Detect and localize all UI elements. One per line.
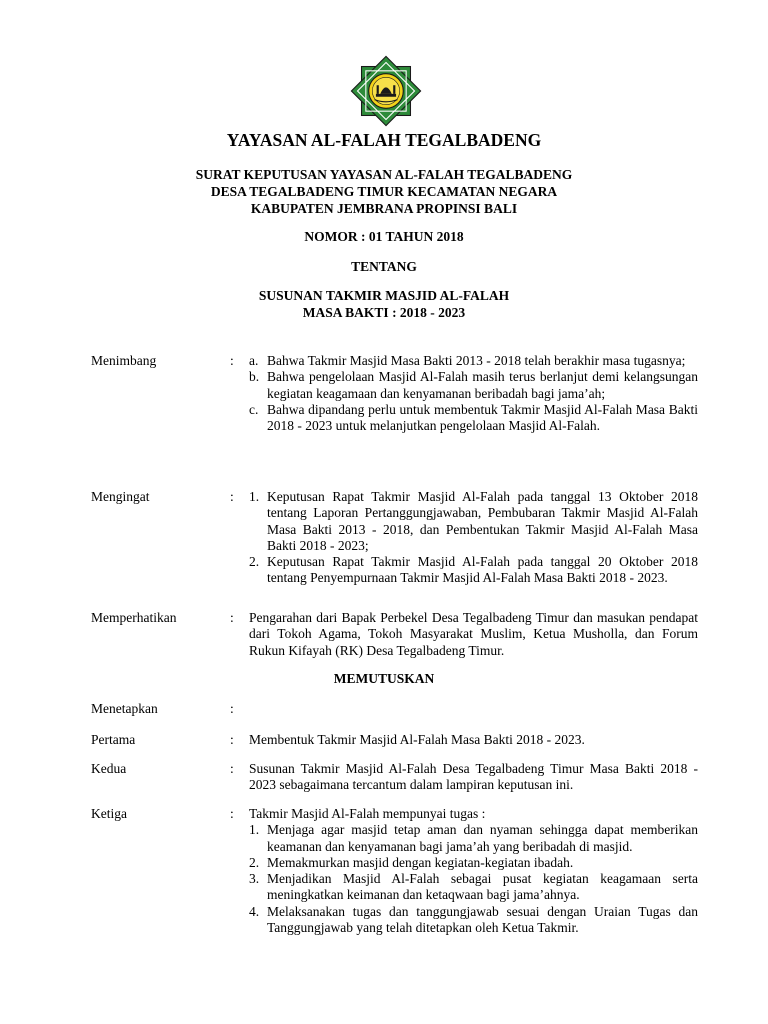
item-text: Menjaga agar masjid tetap aman dan nyaman sehingga dapat memberikan keamanan dan kenyamanan bagi jama’ah yang beribadah di masjid. bbox=[267, 822, 698, 854]
item-marker: 1. bbox=[249, 822, 260, 838]
list-item bbox=[249, 871, 698, 904]
item-marker: 2. bbox=[249, 554, 260, 570]
item-text: Menjadikan Masjid Al-Falah sebagai pusat kegiatan keagamaan serta meningkatkan keimanan dan ketaqwaan bagi jama’ahnya. bbox=[267, 871, 698, 903]
about-label: TENTANG bbox=[351, 259, 417, 274]
colon: : bbox=[230, 732, 234, 747]
section-label: Menetapkan bbox=[91, 701, 158, 716]
item-text: Keputusan Rapat Takmir Masjid Al-Falah pada tanggal 20 Oktober 2018 tentang Penyempurnaan Takmir Masjid Al-Falah Masa Bakti 2018 - 2023. bbox=[267, 554, 698, 586]
list-item bbox=[249, 402, 698, 435]
decree-subject bbox=[0, 288, 768, 321]
list-item bbox=[249, 554, 698, 587]
subject-line: SUSUNAN TAKMIR MASJID AL-FALAH bbox=[258, 288, 510, 303]
item-marker: 1. bbox=[249, 489, 260, 504]
colon: : bbox=[230, 353, 234, 368]
item-text: Bahwa pengelolaan Masjid Al-Falah masih terus berlanjut demi kelangsungan kegiatan keagamaan dan kenyamanan beribadah bagi jama’ah; bbox=[267, 369, 698, 401]
list-item bbox=[249, 353, 698, 369]
section-body: Membentuk Takmir Masjid Al-Falah Masa Bakti 2018 - 2023. bbox=[249, 732, 585, 747]
item-text: Memakmurkan masjid dengan kegiatan-kegiatan ibadah. bbox=[267, 854, 574, 870]
list-item bbox=[249, 369, 698, 402]
subject-line: MASA BAKTI : 2018 - 2023 bbox=[302, 304, 466, 320]
colon: : bbox=[230, 701, 234, 716]
decision-heading: MEMUTUSKAN bbox=[333, 671, 435, 686]
item-marker: 4. bbox=[249, 903, 260, 919]
section-label: Mengingat bbox=[91, 489, 150, 504]
organization-title: YAYASAN AL-FALAH TEGALBADENG bbox=[226, 130, 542, 150]
item-text: Melaksanakan tugas dan tanggungjawab sesuai dengan Uraian Tugas dan Tanggungjawab yang telah ditetapkan oleh Ketua Takmir. bbox=[267, 903, 698, 936]
item-marker: 2. bbox=[249, 854, 260, 870]
section-intro: Takmir Masjid Al-Falah mempunyai tugas : bbox=[249, 806, 486, 821]
list-item bbox=[249, 855, 698, 871]
colon: : bbox=[230, 610, 234, 625]
item-marker: b. bbox=[249, 369, 260, 385]
item-text: Keputusan Rapat Takmir Masjid Al-Falah pada tanggal 13 Oktober 2018 tentang Laporan Pertanggungjawaban, Pembubaran Takmir Masjid Al-Falah Masa Bakti 2013 - 2018, dan Pembentukan Takmir Masjid Al-Falah Masa Bakti 2018 - 2023; bbox=[267, 489, 698, 553]
section-body bbox=[249, 353, 698, 434]
decree-line: DESA TEGALBADENG TIMUR KECAMATAN NEGARA bbox=[210, 184, 558, 199]
section-label: Kedua bbox=[91, 761, 127, 776]
decree-heading bbox=[0, 166, 768, 217]
item-text: Bahwa Takmir Masjid Masa Bakti 2013 - 2018 telah berakhir masa tugasnya; bbox=[267, 353, 686, 368]
section-label: Menimbang bbox=[91, 353, 157, 368]
section-body bbox=[249, 806, 698, 936]
colon: : bbox=[230, 489, 234, 504]
section-body bbox=[249, 489, 698, 587]
decree-number: NOMOR : 01 TAHUN 2018 bbox=[304, 229, 464, 244]
section-body: Susunan Takmir Masjid Al-Falah Desa Tegalbadeng Timur Masa Bakti 2018 - 2023 sebagaimana tercantum dalam lampiran keputusan ini. bbox=[249, 761, 698, 793]
section-label: Ketiga bbox=[91, 806, 127, 821]
section-body: Pengarahan dari Bapak Perbekel Desa Tegalbadeng Timur dan masukan pendapat dari Tokoh Agama, Tokoh Masyarakat Muslim, Ketua Musholla, dan Forum Rukun Kifayah (RK) Desa Tegalbadeng Timur. bbox=[249, 610, 698, 658]
item-marker: a. bbox=[249, 353, 259, 368]
item-text: Bahwa dipandang perlu untuk membentuk Takmir Masjid Al-Falah Masa Bakti 2018 - 2023 untuk melanjutkan pengelolaan Masjid Al-Falah. bbox=[267, 401, 698, 434]
section-label: Memperhatikan bbox=[91, 610, 177, 625]
mosque-emblem-icon bbox=[350, 55, 422, 127]
decree-line: KABUPATEN JEMBRANA PROPINSI BALI bbox=[250, 201, 518, 216]
decree-line: SURAT KEPUTUSAN YAYASAN AL-FALAH TEGALBADENG bbox=[195, 167, 573, 182]
item-marker: c. bbox=[249, 401, 259, 417]
colon: : bbox=[230, 761, 234, 776]
list-item bbox=[249, 822, 698, 855]
list-item bbox=[249, 489, 698, 554]
item-marker: 3. bbox=[249, 871, 260, 887]
section-label: Pertama bbox=[91, 732, 136, 747]
colon: : bbox=[230, 806, 234, 821]
list-item bbox=[249, 904, 698, 937]
